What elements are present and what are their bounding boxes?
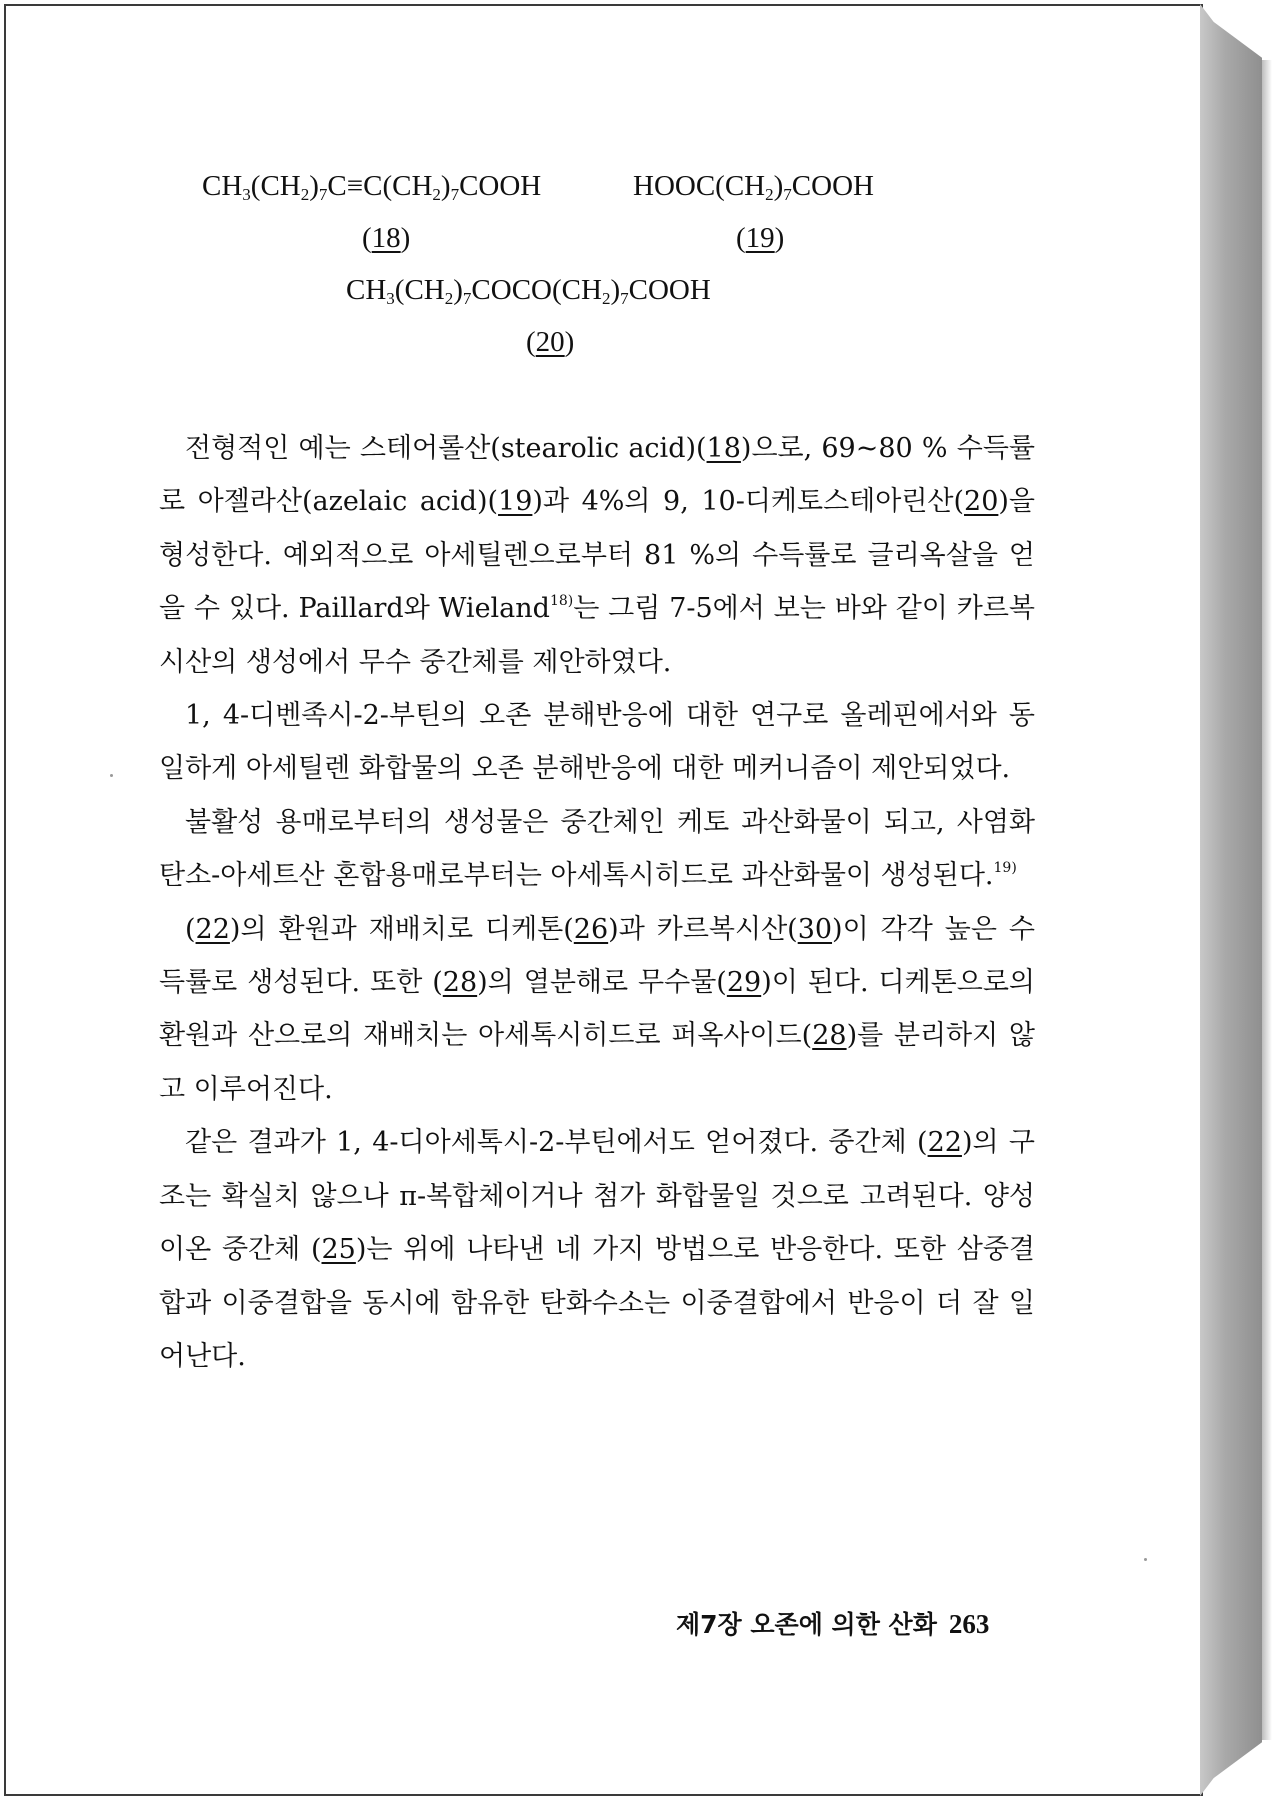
paragraph-5: 같은 결과가 1, 4-디아세톡시-2-부틴에서도 얻어졌다. 중간체 (22)의 구조는 확실치 않으나 π-복합체이거나 첨가 화합물일 것으로 고려된다. 양성이온 중간체 (25)는 위에 나타낸 네 가지 방법으로 반응한다. 또한 삼중결합과 이중결합을 동시에 함유한 탄화수소는 이중결합에서 반응이 더 잘 일어난다.: [159, 1127, 1035, 1372]
page-footer: [676, 1605, 989, 1641]
ref-28: 28: [442, 967, 478, 999]
ref-30: 30: [797, 913, 833, 945]
ref-22: 22: [195, 913, 230, 945]
body-text: [159, 422, 1035, 1383]
formula-19: $HOOC(CH_2)_7COOH$: [633, 170, 874, 204]
formula-18: $CH_3(CH_2)_7C\equiv C(CH_2)_7COOH$: [202, 170, 542, 204]
citation-18: 18): [549, 593, 574, 610]
compound-number-18: 18: [371, 222, 401, 254]
page-number: 263: [948, 1609, 990, 1639]
paragraph-4: (22)의 환원과 재배치로 디케톤(26)과 카르복시산(30)이 각각 높은 수득률로 생성된다. 또한 (28)의 열분해로 무수물(29)이 된다. 디케톤으로의 환원과 산으로의 재배치는 아세톡시히드로 퍼옥사이드(28)를 분리하지 않고 이루어진다.: [159, 913, 1035, 1105]
paragraph-3: 불활성 용매로부터의 생성물은 중간체인 케토 과산화물이 되고, 사염화탄소-아세트산 혼합용매로부터는 아세톡시히드로 과산화물이 생성된다.$^{19)}$: [159, 806, 1035, 892]
citation-19: 19): [993, 860, 1017, 877]
ref-25: 25: [321, 1234, 356, 1266]
ref-26: 26: [573, 913, 609, 945]
ref-22: 22: [927, 1127, 962, 1159]
book-page: [4, 4, 1203, 1796]
scan-speck: [1144, 1558, 1147, 1561]
page-shadow: [1262, 60, 1272, 1740]
ref-19: 19: [498, 486, 533, 518]
ref-20: 20: [964, 486, 999, 518]
compound-number-19: 19: [745, 222, 775, 254]
page-stack-edge: [1200, 4, 1262, 1796]
formula-block: [6, 6, 1205, 386]
ref-29: 29: [726, 967, 762, 999]
formula-20: $CH_3(CH_2)_7COCO(CH_2)_7COOH$: [346, 274, 711, 308]
compound-number-20: 20: [535, 326, 565, 358]
compound-label-18: (18): [362, 222, 411, 254]
chapter-title: 제7장 오존에 의한 산화: [676, 1610, 937, 1639]
scan-speck: [110, 774, 113, 777]
ref-28: 28: [812, 1020, 847, 1052]
paragraph-2: 1, 4-디벤족시-2-부틴의 오존 분해반응에 대한 연구로 올레핀에서와 동일하게 아세틸렌 화합물의 오존 분해반응에 대한 메커니즘이 제안되었다.: [159, 700, 1035, 785]
compound-label-19: (19): [736, 222, 785, 254]
compound-label-20: (20): [526, 326, 575, 358]
paragraph-1: 전형적인 예는 스테어롤산(stearolic acid)(18)으로, 69~80 % 수득률로 아젤라산(azelaic acid)(19)과 4%의 9, 10-디케토스테아린산(20)을 형성한다. 예외적으로 아세틸렌으로부터 81 %의 수득률로 글리옥살을 얻을 수 있다. Paillard와 Wieland$^{18)}$는 그림 7-5에서 보는 바와 같이 카르복시산의 생성에서 무수 중간체를 제안하였다.: [159, 433, 1035, 678]
ref-18: 18: [706, 433, 741, 464]
